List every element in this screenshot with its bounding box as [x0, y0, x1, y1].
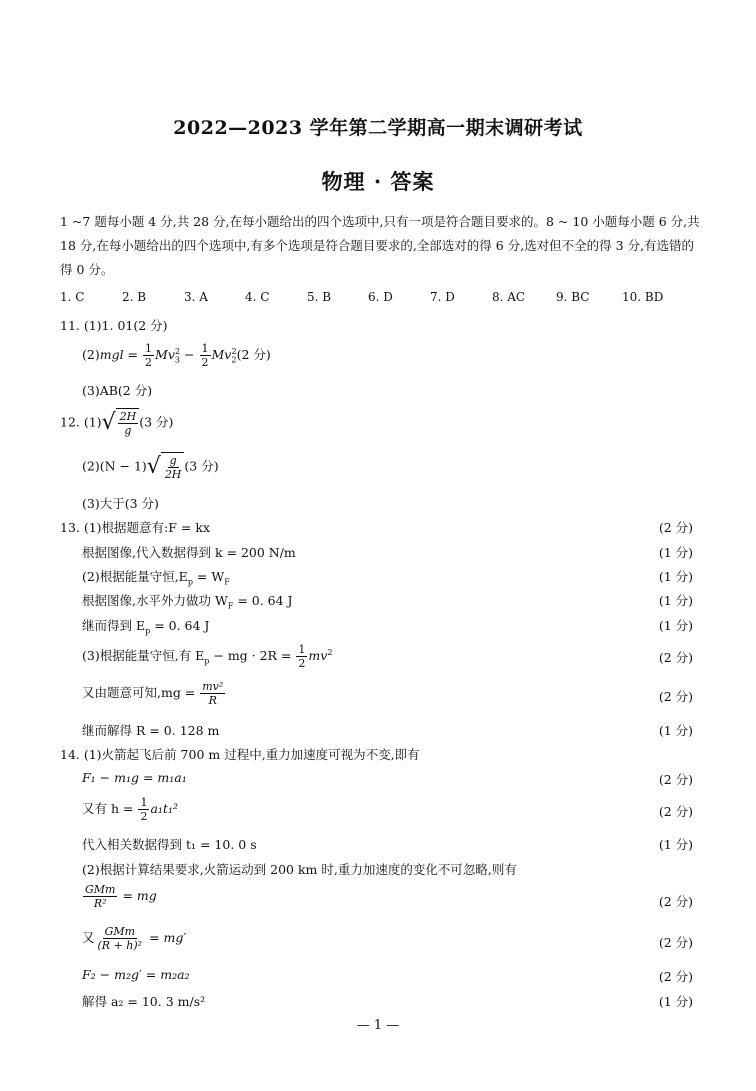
instructions-paragraph: 1 ~7 题每小题 4 分,共 28 分,在每小题给出的四个选项中,只有一项是符合题目要求的。8 ~ 10 小题每小题 6 分,共 18 分,在每小题给出的四个选项中,有多个选项是符合题目要求的,全部选对的得 6 分,选对但不全的得 3 分,有选错的得 0 分。 [60, 214, 700, 277]
fraction-denominator: 2 [140, 810, 148, 823]
q13-score: (2 分) [658, 520, 693, 535]
q14-score: (1 分) [658, 837, 693, 852]
q11-part1: 11. (1)1. 01(2 分) [60, 318, 168, 333]
fraction-numerator: 1 [298, 643, 306, 656]
q14-score: (2 分) [658, 935, 693, 950]
q14-line7-eq: = mg′ [145, 930, 187, 945]
q14-score: (2 分) [658, 894, 693, 909]
q12-part2 [82, 452, 219, 482]
q14-line7-text: 又 [82, 930, 95, 945]
q12-part1 [60, 408, 173, 438]
fraction-numerator: 1 [145, 342, 153, 355]
fraction-numerator: g [169, 454, 177, 467]
q14-line6-eq: = mg [118, 888, 157, 903]
q13-line7 [82, 680, 226, 707]
fraction-numerator: 1 [140, 796, 148, 809]
q14-score: (2 分) [658, 804, 693, 819]
q11-part3: (3)AB(2 分) [82, 383, 153, 398]
q13-score: (2 分) [658, 650, 693, 665]
fraction-denominator: R² [93, 897, 107, 910]
page-subtitle: 物理 · 答案 [321, 169, 435, 194]
q11-part2: (2)mgl = $\frac{1}{2}$ $Mv_3^2$ − $\frac{1}{2}$ $Mv_2^2(2$ 分) [82, 342, 271, 369]
q14-line3-term: a₁t₁² [150, 801, 178, 816]
q13-line8: 继而解得 R = 0. 128 m [82, 723, 220, 738]
q13-score: (1 分) [658, 723, 693, 738]
fraction-numerator: mv² [202, 680, 224, 693]
fraction-denominator: 2 [298, 657, 306, 670]
q11-equation-lhs: mgl = [99, 347, 139, 362]
fraction-numerator: 2H [119, 410, 137, 423]
q11-term2: Mv [211, 347, 232, 362]
q13-line6: (3)根据能量守恒,有 $E_p$ − mg · 2R = $\frac{1}{2}$ $mv^2$ [82, 643, 333, 670]
q13-score: (1 分) [658, 593, 693, 608]
mc-answer: 5. B [307, 290, 332, 304]
minus-sign: − [180, 347, 199, 362]
fraction-denominator: g [124, 424, 132, 437]
fraction [96, 925, 145, 952]
q14-line1: 14. (1)火箭起飞后前 700 m 过程中,重力加速度可视为不变,即有 [60, 747, 420, 762]
q14-line3-text: 又有 h = [82, 801, 138, 816]
q14-score: (1 分) [658, 994, 693, 1009]
q11-term1: Mv [155, 347, 175, 362]
q12-part2-score: (3 分) [184, 458, 219, 474]
q14-line6 [82, 883, 157, 910]
q14-equation: F₁ − m₁g = m₁a₁ [82, 770, 187, 785]
q14-score: (2 分) [658, 969, 693, 984]
q13-line1: 13. (1)根据题意有:F = kx [60, 520, 210, 535]
q12-part1-score: (3 分) [139, 414, 174, 430]
fraction-numerator: GMm [85, 883, 116, 896]
q13-line3-eq: = W [192, 569, 225, 584]
q13-line4-text: 根据图像,水平外力做功 W [82, 593, 228, 608]
q11-part2-score: (2 分) [236, 347, 271, 362]
fraction-denominator: (R + h)² [97, 939, 143, 952]
q14-score: (2 分) [658, 772, 693, 787]
fraction-numerator: 1 [201, 342, 209, 355]
mc-answer: 3. A [184, 290, 208, 304]
q13-line6-eq: − mg · 2R = [209, 648, 296, 663]
fraction-denominator: R [208, 694, 217, 707]
mc-answer: 10. BD [622, 290, 664, 304]
mc-answer: 1. C [60, 290, 85, 304]
fraction-half [200, 342, 211, 369]
q14-line5: (2)根据计算结果要求,火箭运动到 200 km 时,重力加速度的变化不可忽略,则有 [82, 862, 517, 877]
q13-score: (2 分) [658, 689, 693, 704]
fraction-half [296, 643, 307, 670]
q14-line4: 代入相关数据得到 t₁ = 10. 0 s [82, 837, 257, 852]
q13-line5: 继而得到 $E_p = 0$. 64 J [82, 618, 210, 636]
q12-part3: (3)大于(3 分) [82, 496, 159, 511]
mc-answer: 2. B [122, 290, 147, 304]
q13-score: (1 分) [658, 569, 693, 584]
mc-answer: 4. C [245, 290, 270, 304]
sqrt-expression: √ $\frac{g}{2H}$ [147, 452, 185, 482]
q12-part1-label: 12. (1) [60, 414, 102, 430]
q11-part2-label: (2) [82, 347, 100, 362]
q14-line3 [82, 796, 178, 823]
fraction [83, 883, 117, 910]
mc-answer: 6. D [368, 290, 393, 304]
q13-line4-value: = 0. 64 J [233, 593, 293, 608]
fraction-denominator: 2 [201, 356, 209, 369]
fraction-denominator: 2H [164, 468, 182, 481]
sqrt-expression: √ $\frac{2H}{g}$ [102, 408, 140, 438]
q13-line7-text: 又由题意可知,mg = [82, 685, 200, 700]
page-title: 2022—2023 学年第二学期高一期末调研考试 [173, 117, 583, 139]
q13-line6-text: (3)根据能量守恒,有 E [82, 648, 205, 663]
q13-line2: 根据图像,代入数据得到 k = 200 N/m [82, 545, 296, 560]
q13-line4: 根据图像,水平外力做功 $W_F = 0$. 64 J [82, 593, 293, 611]
q14-line9: 解得 a₂ = 10. 3 m/s² [82, 994, 206, 1009]
q13-line5-value: = 0. 64 J [150, 618, 210, 633]
q14-equation: F₂ − m₂g′ = m₂a₂ [82, 967, 190, 982]
q13-line3: (2)根据能量守恒$,E_p = W_F$ [82, 569, 230, 587]
fraction-denominator: 2 [145, 356, 153, 369]
mc-answer: 9. BC [556, 290, 590, 304]
q13-score: (1 分) [658, 545, 693, 560]
fraction-half [138, 796, 149, 823]
q13-line5-text: 继而得到 E [82, 618, 146, 633]
page-number: — 1 — [356, 1018, 400, 1033]
fraction-numerator: GMm [104, 925, 136, 938]
q14-line2 [82, 770, 187, 785]
q14-line8 [82, 967, 190, 982]
q14-line7 [82, 925, 186, 952]
fraction [200, 680, 225, 707]
fraction-half [143, 342, 154, 369]
mc-answer: 7. D [430, 290, 455, 304]
q13-line6-term: mv [308, 648, 328, 663]
q12-part2-label: (2)(N − 1) [82, 458, 147, 474]
mc-answer: 8. AC [492, 290, 526, 304]
q13-line3-text: (2)根据能量守恒,E [82, 569, 188, 584]
q13-score: (1 分) [658, 618, 693, 633]
